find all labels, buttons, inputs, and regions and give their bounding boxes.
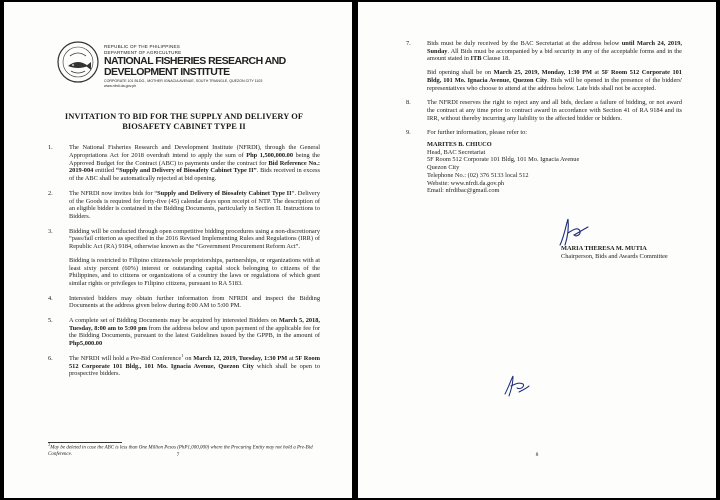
clause-text: The NFRDI now invites bids for “	[69, 189, 158, 197]
bid-deadline: until March 24, 2019, Sunday	[427, 40, 683, 55]
clause-paragraph: Bidding is restricted to Filipino citizens/sole proprietorships, partnerships, or organizations with at least sixty percent (60%) interest or outstanding capital stock belonging to citizens of the Philippines, and to citizens or organizations of a country the laws or regulations of which grant similar rights or privileges to Filipino citizens, pursuant to RA 5183.	[69, 256, 320, 287]
document-page-7	[4, 2, 352, 498]
clause-number: 8.	[406, 99, 411, 107]
clause-1	[48, 144, 320, 183]
bid-reference: Bid Reference No.: 2019-004	[69, 159, 320, 175]
clause-7	[406, 40, 682, 92]
clause-number: 2.	[48, 189, 53, 197]
clause-number: 4.	[48, 294, 53, 302]
clause-text: at	[591, 69, 602, 77]
clause-text: being the Approved Budget for the Contract (ABC) to payments under the contract for	[69, 152, 320, 167]
clause-6	[48, 352, 320, 378]
clause-text: from the address below and upon payment of the applicable fee for the Bidding Documents, pursuant to the latest Guidelines issued by the GPPB, in the amount of	[69, 324, 320, 340]
clause-text: The National Fisheries Research and Development Institute (NFRDI), through the General Appropriations Act for 2018 overdraft intend to apply the sum of	[69, 144, 320, 160]
page-number: 7	[176, 452, 180, 458]
contact-email: Email: nfrdibac@gmail.com	[427, 187, 500, 195]
title-line-1: INVITATION TO BID FOR THE SUPPLY AND DELIVERY OF	[64, 112, 304, 122]
clause-number: 1.	[48, 144, 53, 152]
clause-2	[48, 190, 320, 221]
clause-number: 7.	[406, 40, 411, 47]
document-fee: Php5,000.00	[69, 340, 103, 348]
clause-8	[406, 99, 682, 122]
clause-text: The NFRDI reserves the right to reject any and all bids, declare a failure of bidding, or not award the contract at any time prior to contract award in accordance with Section 41 of RA 9184 and its IRR, without thereby incurring any liability to the affected bidder or bidders.	[427, 99, 682, 122]
clause-text: . Bids will be opened in the presence of the bidders' representatives who choose to attend at the address below. Late bids shall not be accepted.	[427, 76, 683, 92]
signatory-title: Chairperson, Bids and Awards Committee	[561, 252, 668, 260]
clause-text: Bids must be duly received by the BAC Secretariat at the address below	[427, 40, 622, 47]
clause-amount: Php 1,500,000.00	[246, 152, 294, 160]
clause-3	[48, 228, 320, 288]
clause-text: A complete set of Bidding Documents may be acquired by interested Bidders on	[69, 317, 279, 325]
document-title	[48, 112, 320, 132]
clause-paragraph: Bidding will be conducted through open competitive bidding procedures using a non-discretionary “pass/fail criterion as specified in the 2016 Revised Implementing Rules and Regulations (IRR) of Republic Act (RA) 9184, otherwise known as the “Government Procurement Reform Act”.	[69, 227, 320, 251]
itb-ref: ITB	[470, 55, 482, 63]
clause-number: 6.	[48, 354, 53, 362]
letterhead-republic: REPUBLIC OF THE PHILIPPINES	[104, 44, 181, 49]
clause-text: on	[183, 354, 194, 362]
nfrdi-seal-logo	[56, 40, 100, 84]
contact-telephone: Telephone No.: (02) 376 5133 local 512	[427, 171, 529, 179]
clause-number: 5.	[48, 317, 53, 325]
contact-name: MARITES B. CHIUCO	[427, 141, 492, 149]
clause-text: Bid opening shall be on	[427, 69, 494, 77]
clause-text: . Bids received in excess of the ABC shall be automatically rejected at bid opening.	[69, 167, 320, 183]
letterhead	[56, 40, 320, 88]
clause-5	[48, 317, 320, 348]
title-line-2: BIOSAFETY CABINET TYPE II	[122, 122, 246, 132]
document-page-8	[358, 2, 716, 498]
footnote-text: May be deleted in case the ABC is less than One Million Pesos (PhP1,000,000) where the Procuring Entity may not hold a Pre-Bid Conference.	[48, 445, 313, 457]
clause-text: Interested bidders may obtain further information from NFRDI and inspect the Bidding Documents at the address given below during 8:00 AM to 5:00 PM.	[69, 294, 320, 310]
initial-mark	[501, 372, 531, 400]
contact-block	[427, 141, 682, 195]
clause-text: which shall be open to prospective bidders.	[69, 362, 320, 378]
letterhead-website: www.nfrdi.da.gov.ph	[104, 83, 137, 88]
clause-number: 9.	[406, 129, 411, 137]
signatory-name: MARIA THERESA M. MUTIA	[561, 245, 647, 252]
contract-title: Supply and Delivery of Biosafety Cabinet Type II	[157, 189, 292, 197]
clause-number: 3.	[48, 227, 53, 235]
acquisition-date: March 5, 2018, Tuesday, 8:00 am to 5:00 pm	[69, 317, 320, 332]
pre-bid-date: March 12, 2019, Tuesday, 1:30 PM	[193, 354, 288, 362]
clause-text: ”. Delivery of the Goods is required for forty-five (45) calendar days upon receipt of NTP. The description of an eligible bidder is contained in the Bidding Documents, particularly in Section II. Instructions to Bidders.	[69, 189, 320, 220]
bid-opening-venue: 5F Room 512 Corporate 101 Bldg, 101 Mo. Ignacia Avenue, Quezon City	[427, 69, 682, 84]
letterhead-address: CORPORATE 101 BLDG., MOTHER IGNACIA AVENUE, SOUTH TRIANGLE, QUEZON CITY 1103	[104, 79, 263, 84]
pre-bid-venue: 5F Room 512 Corporate 101 Bldg., 101 Mo. Ignacia Avenue, Quezon City	[69, 354, 320, 370]
clause-4	[48, 295, 320, 310]
letterhead-department: DEPARTMENT OF AGRICULTURE	[104, 49, 182, 55]
clause-text: entitled	[93, 167, 116, 175]
footnote-reference: 1	[181, 352, 184, 358]
clause-text: Clause 18.	[481, 55, 510, 63]
signature-mark	[554, 215, 594, 249]
letterhead-institute: NATIONAL FISHERIES RESEARCH AND DEVELOPMENT INSTITUTE	[104, 55, 286, 79]
footnote-mark: 1	[48, 442, 51, 447]
clause-text: at	[287, 354, 296, 362]
clause-text: . All Bids must be accompanied by a bid security in any of the acceptable forms and in the amount stated in	[427, 47, 682, 63]
clause-paragraph	[427, 69, 682, 92]
footnote-divider	[48, 442, 122, 443]
contact-address-2: Quezon City	[427, 164, 460, 172]
contact-address-1: 5F Room 512 Corporate 101 Bldg, 101 Mo. Ignacia Avenue	[427, 156, 580, 164]
bid-opening-date: March 25, 2019, Monday, 1:30 PM	[493, 69, 592, 77]
signatory-block	[561, 245, 668, 260]
clause-text: The NFRDI will hold a Pre-Bid Conference	[69, 354, 182, 362]
page-number: 8	[535, 452, 539, 458]
contact-website: Website: www.nfrdi.da.gov.ph	[427, 179, 505, 187]
contract-title: “Supply and Delivery of Biosafety Cabinet Type II”	[115, 167, 257, 175]
clause-text: For further information, please refer to:	[427, 129, 528, 137]
clause-paragraph	[427, 40, 682, 63]
clause-9	[406, 129, 682, 137]
contact-position: Head, BAC Secretariat	[427, 148, 486, 156]
